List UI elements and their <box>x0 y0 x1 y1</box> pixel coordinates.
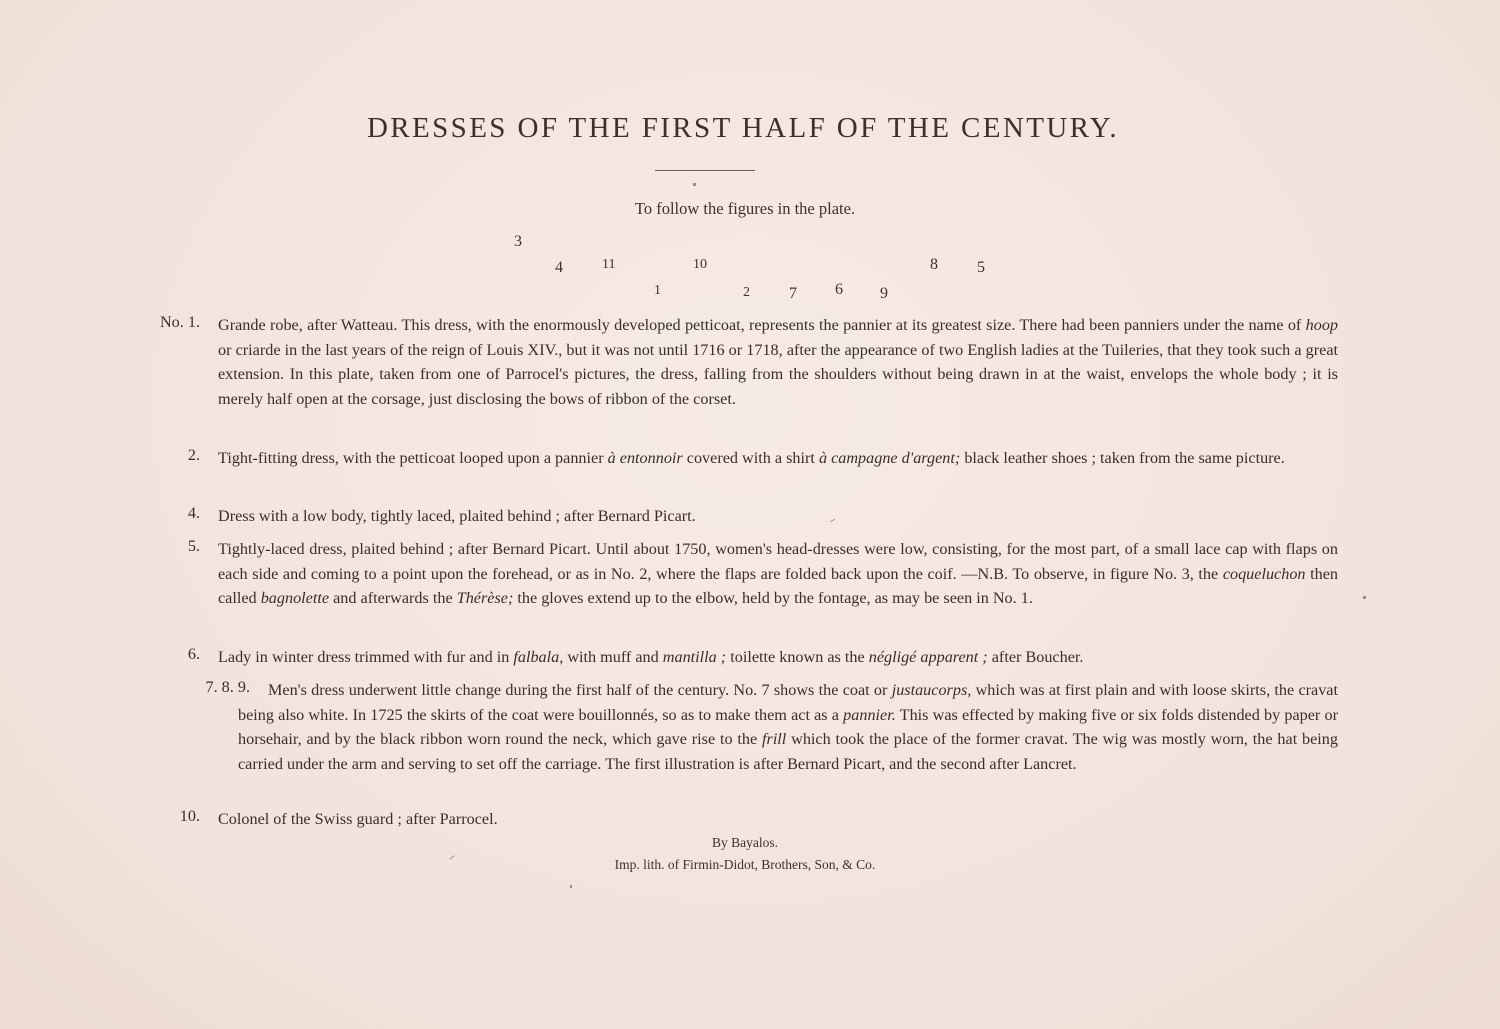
entry-italic-term: falbala, <box>513 648 564 666</box>
entry-text: This was effected by making five or six folds distended by paper or horsehair, and by the black ribbon worn round the neck, which gave rise to the <box>238 705 1338 749</box>
entry-number: 10. <box>179 807 200 825</box>
printer-credit: Imp. lith. of Firmin-Didot, Brothers, Son, & Co. <box>614 857 876 872</box>
title-divider <box>655 170 755 171</box>
entry-paragraph <box>218 807 1338 832</box>
entry-text: which was at first plain and with loose skirts, the cravat being also white. In 1725 the skirts of the coat were bouillonnés, so as to make them act as a <box>238 681 1338 724</box>
entry-italic-term: hoop <box>1305 316 1338 334</box>
figure-key-number: 6 <box>835 281 843 298</box>
entry-number: 7. 8. 9. <box>205 678 250 696</box>
figure-key-number: 7 <box>789 285 797 302</box>
entry-text: and afterwards the <box>329 589 457 608</box>
entry-paragraph <box>218 537 1338 611</box>
entry-text: covered with a shirt <box>682 449 819 467</box>
entry-text: black leather shoes ; taken from the same picture. <box>960 449 1285 467</box>
entry-text: Dress with a low body, tightly laced, plaited behind ; after Bernard Picart. <box>218 507 696 525</box>
figure-key-number: 11 <box>602 257 616 272</box>
entry-text: Colonel of the Swiss guard ; after Parrocel. <box>218 810 498 828</box>
figure-key-number: 3 <box>514 233 522 250</box>
figure-key-number: 1 <box>654 283 661 298</box>
entry-paragraph <box>218 645 1338 670</box>
paper-speck <box>570 885 572 888</box>
entry-paragraph <box>238 678 1338 776</box>
entry-paragraph <box>218 504 1338 529</box>
entry-number: 5. <box>187 537 200 555</box>
entry-text: Tightly-laced dress, plaited behind ; after Bernard Picart. Until about 1750, women's head-dresses were low, consisting, for the most part, of a small lace cap with flaps on each side and coming to a point upon the forehead, or as in No. 2, where the flaps are folded back upon the coif. —N.B. To observe, in figure No. 3, the <box>218 540 1338 583</box>
figure-key-number: 4 <box>555 259 563 276</box>
entry-text: Men's dress underwent little change during the first half of the century. No. 7 shows the coat or <box>268 681 892 699</box>
entry-number: 2. <box>187 446 200 464</box>
entry-text: Grande robe, after Watteau. This dress, with the enormously developed petticoat, represents the pannier at its greatest size. There had been panniers under the name of <box>218 316 1306 334</box>
figure-key-number: 5 <box>977 259 985 276</box>
figure-key-number: 8 <box>930 256 938 273</box>
entry-text: then called <box>218 564 1339 608</box>
entry-number: 4. <box>187 504 200 522</box>
paper-speck <box>1363 596 1366 599</box>
entry-number: No. 1. <box>159 313 200 331</box>
entry-italic-term: mantilla ; <box>662 648 727 666</box>
entry-text: Tight-fitting dress, with the petticoat looped upon a pannier <box>218 449 608 467</box>
figure-key-number: 2 <box>743 285 750 300</box>
entry-paragraph <box>218 313 1338 411</box>
entry-italic-term: justaucorps, <box>891 681 972 699</box>
page-title: DRESSES OF THE FIRST HALF OF THE CENTURY. <box>366 112 1120 144</box>
entry-text: with muff and <box>563 648 663 666</box>
figure-key-number: 9 <box>880 285 888 302</box>
entry-italic-term: pannier. <box>843 705 896 724</box>
entry-text: which took the place of the former cravat. The wig was mostly worn, the hat being carried under the arm and serving to set off the carriage. The first illustration is after Bernard Picart, and the second after Lancret. <box>238 730 1338 773</box>
paper-speck <box>693 183 696 186</box>
entry-italic-term: à entonnoir <box>607 449 683 467</box>
entry-text: the gloves extend up to the elbow, held by the fontage, as may be seen in No. 1. <box>513 589 1033 608</box>
entry-number: 6. <box>187 645 200 663</box>
entry-italic-term: négligé apparent ; <box>868 648 988 666</box>
entry-italic-term: frill <box>762 730 787 749</box>
figure-key-number: 10 <box>693 257 707 272</box>
entry-italic-term: à campagne d'argent; <box>818 449 961 467</box>
subtitle: To follow the figures in the plate. <box>634 199 856 218</box>
entry-text: toilette known as the <box>726 648 869 666</box>
entry-paragraph <box>218 446 1338 471</box>
entry-text: Lady in winter dress trimmed with fur and in <box>218 648 514 666</box>
entry-italic-term: Thérèse; <box>456 589 514 608</box>
entry-text: after Boucher. <box>987 648 1084 666</box>
entry-text: or criarde in the last years of the reign of Louis XIV., but it was not until 1716 or 1718, after the appearance of two English ladies at the Tuileries, that they took such a great extension. In this plate, taken from one of Parrocel's pictures, the dress, falling from the shoulders without being drawn in at the waist, envelops the whole body ; it is merely half open at the corsage, just disclosing the bows of ribbon of the corset. <box>218 340 1338 408</box>
artist-credit: By Bayalos. <box>712 835 778 850</box>
entry-italic-term: bagnolette <box>260 589 330 608</box>
entry-italic-term: coqueluchon <box>1222 564 1306 583</box>
